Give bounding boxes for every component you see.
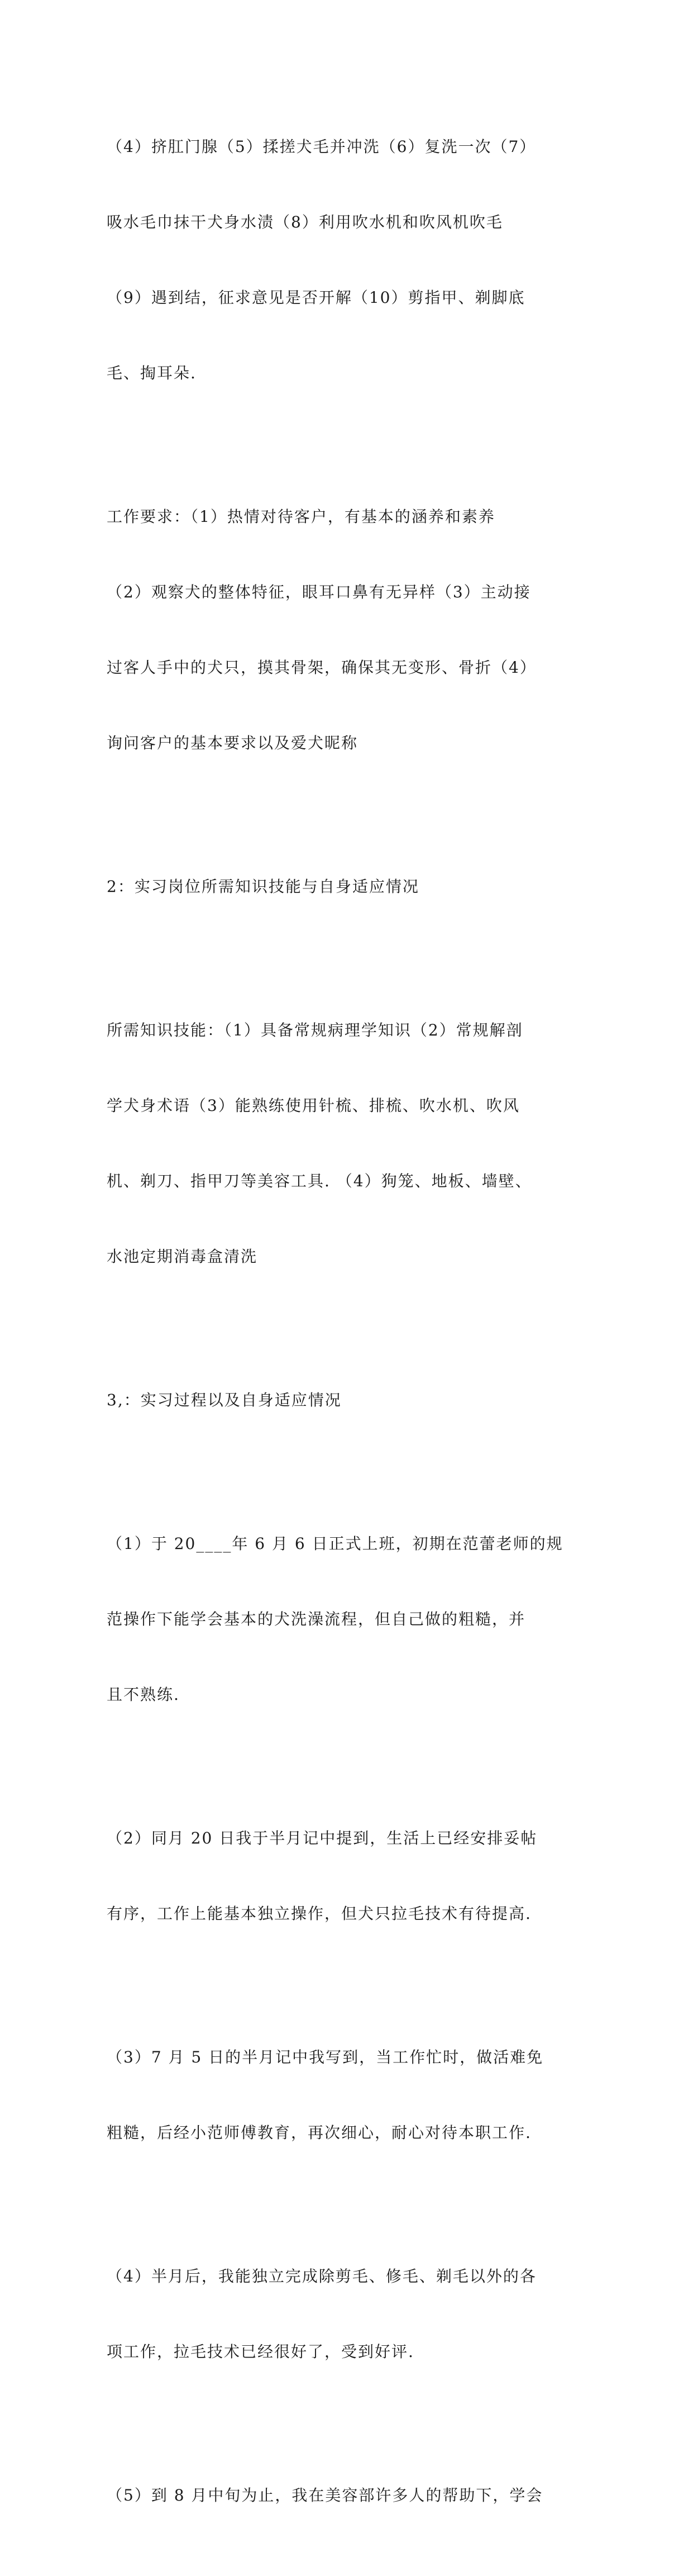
text-line: （4）挤肛门腺（5）揉搓犬毛并冲洗（6）复洗一次（7）	[107, 137, 537, 156]
text-line: （5）到 8 月中旬为止，我在美容部许多人的帮助下，学会	[107, 2486, 543, 2504]
paragraph-work-requirements	[107, 454, 598, 806]
section-heading-2	[107, 824, 598, 949]
text-line: （4）半月后，我能独立完成除剪毛、修毛、剃毛以外的各	[107, 2267, 537, 2285]
paragraph-required-skills	[107, 967, 598, 1319]
text-line: 吸水毛巾抹干犬身水渍（8）利用吹水机和吹风机吹毛	[107, 213, 503, 231]
document-body	[107, 84, 598, 2576]
text-line: （2）观察犬的整体特征，眼耳口鼻有无异样（3）主动接	[107, 583, 531, 601]
text-line: 水池定期消毒盒清洗	[107, 1247, 258, 1266]
text-line: 项工作，拉毛技术已经很好了，受到好评.	[107, 2342, 414, 2361]
text-line: 工作要求：（1）热情对待客户，有基本的涵养和素养	[107, 507, 495, 526]
text-line: 询问客户的基本要求以及爱犬昵称	[107, 734, 359, 752]
text-line: （1）于 20____年 6 月 6 日正式上班，初期在范蕾老师的规	[107, 1534, 563, 1553]
text-line: 范操作下能学会基本的犬洗澡流程，但自己做的粗糙，并	[107, 1610, 526, 1628]
text-line: 过客人手中的犬只，摸其骨架，确保其无变形、骨折（4）	[107, 658, 537, 677]
paragraph-process-2	[107, 1775, 598, 1976]
text-line: （3）7 月 5 日的半月记中我写到，当工作忙时，做活难免	[107, 2048, 544, 2066]
text-line: 学犬身术语（3）能熟练使用针梳、排梳、吹水机、吹风	[107, 1096, 520, 1115]
text-line: 3,：实习过程以及自身适应情况	[107, 1391, 342, 1409]
text-line: 2：实习岗位所需知识技能与自身适应情况	[107, 877, 419, 896]
text-line: 有序，工作上能基本独立操作，但犬只拉毛技术有待提高.	[107, 1904, 532, 1923]
text-line: 粗糙，后经小范师傅教育，再次细心，耐心对待本职工作.	[107, 2123, 532, 2142]
paragraph-process-4	[107, 2213, 598, 2415]
paragraph-process-5	[107, 2432, 598, 2558]
text-line: 机、剃刀、指甲刀等美容工具. （4）狗笼、地板、墙壁、	[107, 1172, 532, 1190]
paragraph-process-1	[107, 1481, 598, 1757]
section-heading-3	[107, 1337, 598, 1463]
paragraph-process-3	[107, 1994, 598, 2195]
text-line: 所需知识技能：（1）具备常规病理学知识（2）常规解剖	[107, 1021, 523, 1039]
text-line: （9）遇到结，征求意见是否开解（10）剪指甲、剃脚底	[107, 288, 525, 307]
text-line: 且不熟练.	[107, 1685, 180, 1704]
paragraph-grooming-steps	[107, 84, 598, 436]
text-line: （2）同月 20 日我于半月记中提到，生活上已经安排妥帖	[107, 1829, 538, 1847]
text-line: 毛、掏耳朵.	[107, 364, 197, 382]
